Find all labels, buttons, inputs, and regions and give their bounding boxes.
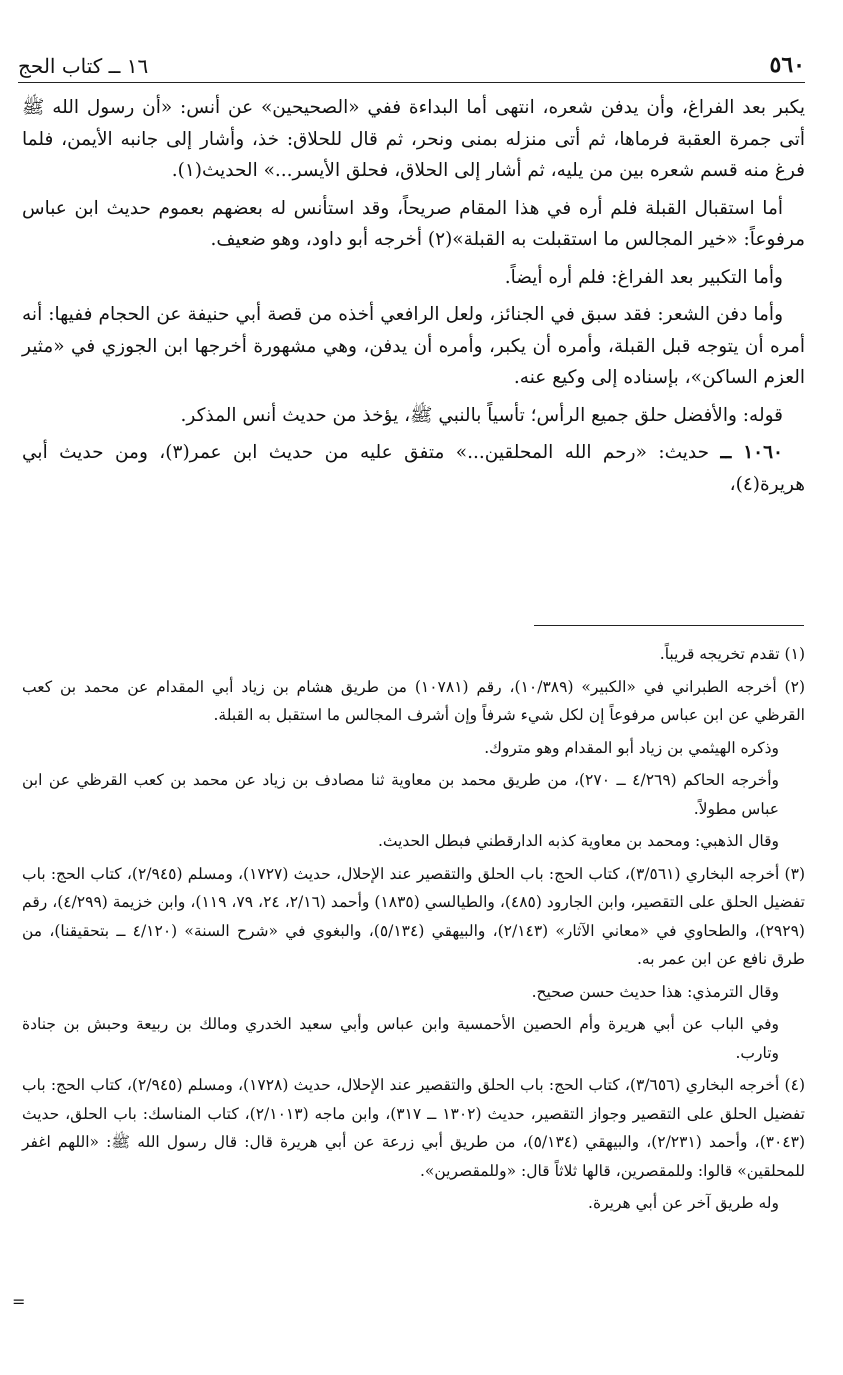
footnotes bbox=[22, 640, 805, 1222]
main-text bbox=[22, 92, 805, 506]
paragraph-2: أما استقبال القبلة فلم أره في هذا المقام صريحاً، وقد استأنس له بعضهم بعموم حديث ابن عباس مرفوعاً: «خير المجالس ما استقبلت به القبلة»(٢) أخرجه أبو داود، وهو ضعيف. bbox=[22, 197, 805, 250]
hadith-entry bbox=[22, 437, 805, 500]
footnote-4-cont-1: وله طريق آخر عن أبي هريرة. bbox=[588, 1194, 779, 1212]
footnote-2-cont-1: وذكره الهيثمي بن زياد أبو المقدام وهو متروك. bbox=[484, 738, 779, 757]
running-title: ١٦ ــ كتاب الحج bbox=[18, 54, 149, 78]
footnote-3: (٣) أخرجه البخاري (٣/٥٦١)، كتاب الحج: باب الحلق والتقصير عند الإحلال، حديث (١٧٢٧)، ومسلم (٢/٩٤٥)، كتاب الحج: باب تفضيل الحلق على التقصير، وابن الجارود (٤٨٥)، والطيالسي (١٨٣٥) وأحمد (٢/١٦، ٢٤، ٧٩، ١١٩)، وابن خزيمة (٤/٢٩٩)، رقم (٢٩٢٩)، والطحاوي في «معاني الآثار» (٢/١٤٣)، والبيهقي (٥/١٣٤)، والبغوي في «شرح السنة» (٤/١٢٠ ــ بتحقيقنا)، من طرق نافع عن ابن عمر به. bbox=[22, 864, 805, 968]
footnote-2: (٢) أخرجه الطبراني في «الكبير» (١٠/٣٨٩)، رقم (١٠٧٨١) من طريق هشام بن زياد أبي المقدام عن محمد بن كعب القرظي عن ابن عباس مرفوعاً إن لكل شيء شرفاً وإن أشرف المجالس ما استقبل به القبلة. bbox=[22, 677, 805, 724]
paragraph-1: يكبر بعد الفراغ، وأن يدفن شعره، انتهى أما البداءة ففي «الصحيحين» عن أنس: «أن رسول الله ﷺ أتى جمرة العقبة فرماها، ثم أتى منزله بمنى ونحر، ثم قال للحلاق: خذ، وأشار إلى جانبه الأيمن، فلما فرغ منه قسم شعره بين من يليه، ثم أشار إلى الحلاق، فحلق الأيسر...» الحديث(١). bbox=[22, 97, 805, 181]
paragraph-5: قوله: والأفضل حلق جميع الرأس؛ تأسياً بالنبي ﷺ، يؤخذ من حديث أنس المذكر. bbox=[180, 404, 783, 426]
footnote-3-cont-1: وقال الترمذي: هذا حديث حسن صحيح. bbox=[531, 982, 779, 1001]
footnote-3-cont-2: وفي الباب عن أبي هريرة وأم الحصين الأحمسية وابن عباس وأبي سعيد الخدري ومالك بن ربيعة وحبش بن جنادة وتارب. bbox=[22, 1015, 779, 1062]
hadith-number: ١٠٦٠ ــ bbox=[720, 442, 783, 463]
paragraph-3: وأما التكبير بعد الفراغ: فلم أره أيضاً. bbox=[504, 266, 783, 288]
page-number: ٥٦٠ bbox=[769, 52, 805, 78]
footnote-1: (١) تقدم تخريجه قريباً. bbox=[659, 645, 805, 663]
page-header bbox=[18, 52, 805, 83]
hadith-text: حديث: «رحم الله المحلقين...» متفق عليه من حديث ابن عمر(٣)، ومن حديث أبي هريرة(٤)، bbox=[22, 442, 805, 495]
footnote-separator bbox=[534, 625, 804, 626]
footnote-2-cont-2: وأخرجه الحاكم (٤/٢٦٩ ــ ٢٧٠)، من طريق محمد بن معاوية ثنا مصادف بن زياد عن محمد بن كعب القرظي عن ابن عباس مطولاً. bbox=[22, 771, 780, 818]
paragraph-4: وأما دفن الشعر: فقد سبق في الجنائز، ولعل الرافعي أخذه من قصة أبي حنيفة عن الحجام ففيها: أنه أمره أن يتوجه قبل القبلة، وأمره أن يكبر، وأمره أن يدفن، وهي مشهورة أخرجها ابن الجوزي في «مثير العزم الساكن»، بإسناده إلى وكيع عنه. bbox=[22, 304, 805, 388]
footnote-4: (٤) أخرجه البخاري (٣/٦٥٦)، كتاب الحج: باب الحلق والتقصير عند الإحلال، حديث (١٧٢٨)، ومسلم (٢/٩٤٥)، كتاب الحج: باب تفضيل الحلق على التقصير وجواز التقصير، حديث (١٣٠٢ ــ ٣١٧)، وابن ماجه (٢/١٠١٣)، كتاب المناسك: باب الحلق، حديث (٣٠٤٣)، وأحمد (٢/٢٣١)، والبيهقي (٥/١٣٤)، من طريق أبي زرعة عن أبي هريرة قال: قال رسول الله ﷺ: «اللهم اغفر للمحلقين» قالوا: وللمقصرين، قالها ثلاثاً قال: «وللمقصرين». bbox=[22, 1076, 805, 1180]
margin-mark: = bbox=[12, 1292, 26, 1311]
footnote-2-cont-3: وقال الذهبي: ومحمد بن معاوية كذبه الدارقطني فبطل الحديث. bbox=[377, 832, 779, 850]
